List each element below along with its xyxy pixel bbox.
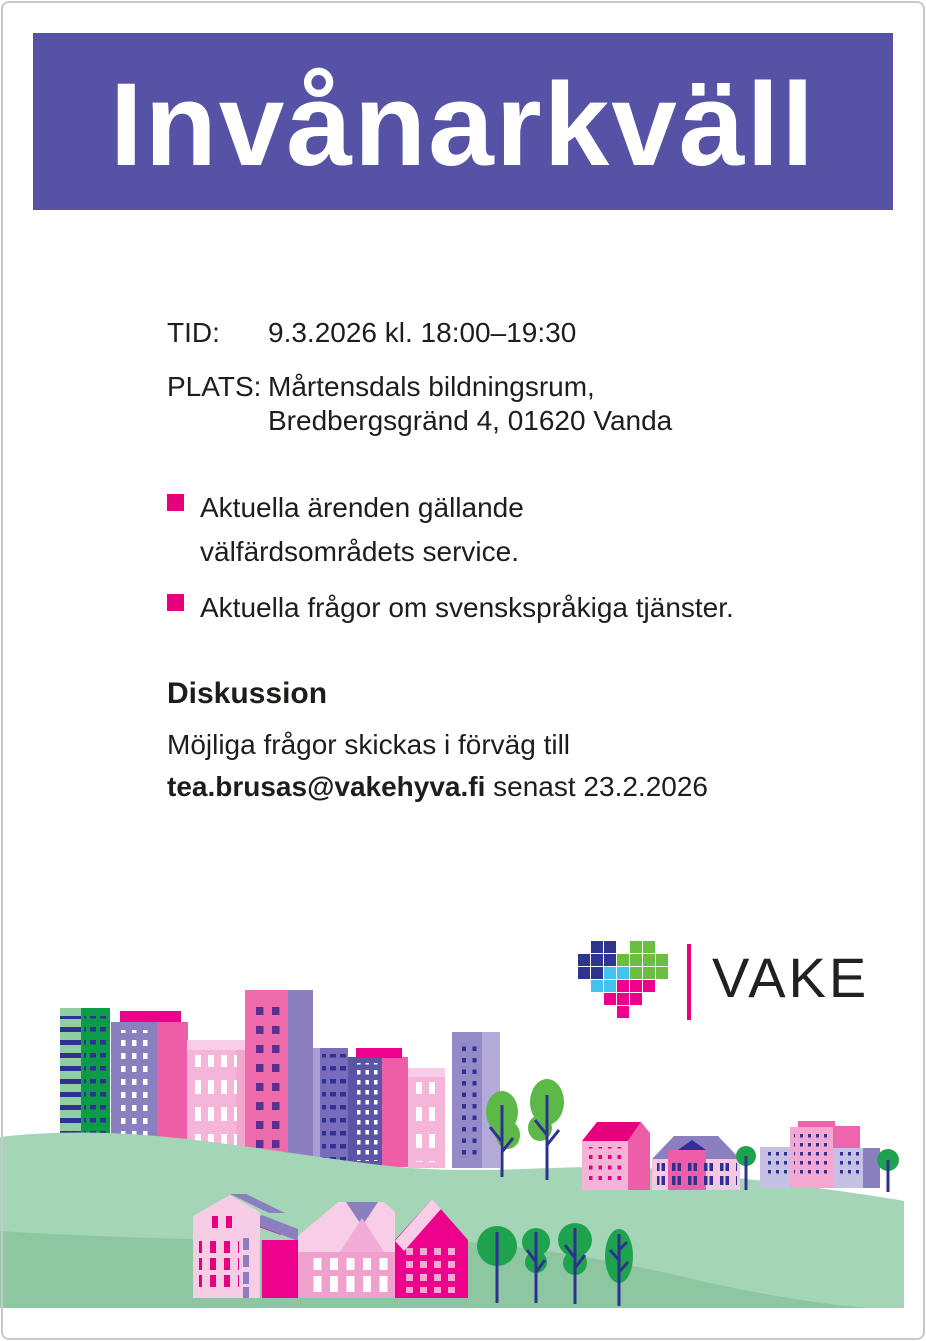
bullet-text-line1: Aktuella frågor om svenskspråkiga tjänster. (200, 592, 734, 623)
place-row (167, 370, 672, 438)
deadline-text: senast 23.2.2026 (485, 771, 708, 802)
poster-title: Invånarkväll (109, 58, 817, 191)
discussion-heading: Diskussion (167, 677, 328, 710)
list-item (167, 586, 734, 630)
bullet-square-icon (167, 594, 184, 611)
bullet-square-icon (167, 494, 184, 511)
houses-group (582, 1122, 756, 1190)
list-item (167, 486, 734, 574)
place-value-line2: Bredbergsgränd 4, 01620 Vanda (268, 405, 673, 436)
logo-wordmark: VAKE (712, 946, 870, 1009)
right-cluster-group (760, 1121, 899, 1192)
title-banner (33, 33, 893, 210)
discussion-paragraph (167, 724, 708, 808)
time-label: TID: (167, 317, 220, 348)
bullet-text-line2: välfärdsområdets service. (200, 536, 520, 567)
foreground-houses-group (193, 1194, 468, 1298)
place-label: PLATS: (167, 371, 262, 402)
bullet-list (167, 486, 734, 630)
schedule-block (167, 316, 672, 438)
time-value: 9.3.2026 kl. 18:00–19:30 (268, 317, 577, 348)
discussion-line1: Möjliga frågor skickas i förväg till (167, 729, 571, 760)
cityscape-illustration (0, 984, 926, 1314)
place-value-line1: Mårtensdals bildningsrum, (268, 371, 595, 402)
bullet-text-line1: Aktuella ärenden gällande (200, 492, 524, 523)
time-row (167, 316, 672, 350)
contact-email: tea.brusas@vakehyva.fi (167, 771, 486, 802)
